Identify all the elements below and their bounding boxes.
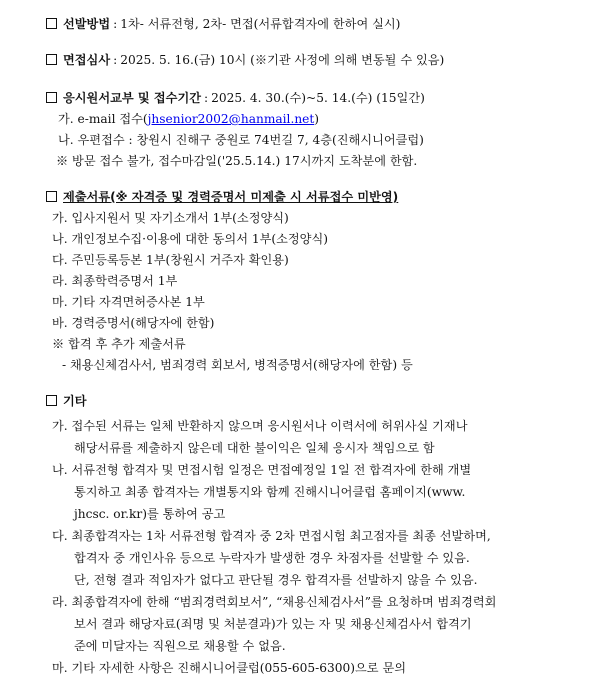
etc-line: 마. 기타 자세한 사항은 진해시니어클럽(055-605-6300)으로 문의 — [52, 661, 406, 675]
documents-item: 마. 기타 자격면허증사본 1부 — [52, 295, 205, 309]
etc-line: 합격자 중 개인사유 등으로 누락자가 발생한 경우 차점자를 선발할 수 있음. — [74, 551, 470, 565]
email-prefix: 가. e-mail 접수( — [58, 112, 148, 126]
etc-line: 단, 전형 결과 적임자가 없다고 판단될 경우 합격자를 선발하지 않을 수 있음. — [74, 573, 478, 587]
etc-line: 나. 서류전형 합격자 및 면접시험 일정은 면접예정일 1일 전 합격자에 한해 개별 — [52, 463, 472, 477]
application-email-line — [58, 111, 319, 127]
application-period: 2025. 4. 30.(수)~5. 14.(수) (15일간) — [211, 91, 425, 105]
interview-title: 면접심사 — [63, 53, 111, 67]
documents-section — [46, 189, 398, 205]
checkbox-square-icon — [46, 54, 57, 65]
etc-line: 다. 최종합격자는 1차 서류전형 합격자 중 2차 면접시험 최고점자를 최종 선발하며, — [52, 529, 491, 543]
checkbox-square-icon — [46, 18, 57, 29]
interview-text: 2025. 5. 16.(금) 10시 (※기관 사정에 의해 변동될 수 있음) — [120, 53, 445, 67]
checkbox-square-icon — [46, 92, 57, 103]
application-title: 응시원서교부 및 접수기간 — [63, 91, 201, 105]
email-link[interactable]: jhsenior2002@hanmail.net — [147, 112, 315, 126]
checkbox-square-icon — [46, 191, 57, 202]
email-suffix: ) — [314, 112, 320, 126]
etc-line: 라. 최종합격자에 한해 “범죄경력회보서”, “채용신체검사서”를 요청하며 범죄경력회 — [52, 595, 497, 609]
etc-section — [46, 393, 87, 409]
etc-line: 준에 미달자는 직원으로 채용할 수 없음. — [74, 639, 286, 653]
etc-line: 보서 결과 해당자료(죄명 및 처분결과)가 있는 자 및 채용신체검사서 합격기 — [74, 617, 472, 631]
documents-sub: - 채용신체검사서, 범죄경력 회보서, 병적증명서(해당자에 한함) 등 — [62, 358, 413, 372]
checkbox-square-icon — [46, 395, 57, 406]
selection-title: 선발방법 — [63, 17, 111, 31]
selection-section: 선발방법 : 1차- 서류전형, 2차- 면접(서류합격자에 한하여 실시) — [46, 16, 400, 32]
documents-item: 다. 주민등록등본 1부(창원시 거주자 확인용) — [52, 253, 289, 267]
documents-item: 나. 개인정보수집·이용에 대한 동의서 1부(소정양식) — [52, 232, 328, 246]
documents-item: 가. 입사지원서 및 자기소개서 1부(소정양식) — [52, 211, 289, 225]
etc-line: 해당서류를 제출하지 않은데 대한 불이익은 일체 응시자 책임으로 함 — [74, 441, 435, 455]
application-section: 응시원서교부 및 접수기간 : 2025. 4. 30.(수)~5. 14.(수) (15일간) — [46, 90, 425, 106]
documents-item: 바. 경력증명서(해당자에 한함) — [52, 316, 215, 330]
etc-line: jhcsc. or.kr)를 통하여 공고 — [74, 507, 226, 521]
etc-line: 통지하고 최종 합격자는 개별통지와 함께 진해시니어클럽 홈페이지(www. — [74, 485, 466, 499]
documents-note: ※ 합격 후 추가 제출서류 — [52, 337, 186, 351]
selection-text: 1차- 서류전형, 2차- 면접(서류합격자에 한하여 실시) — [120, 17, 401, 31]
application-note: ※ 방문 접수 불가, 접수마감일('25.5.14.) 17시까지 도착분에 한함. — [56, 154, 418, 168]
documents-title-note: (※ 자격증 및 경력증명서 미제출 시 서류접수 미반영) — [110, 190, 399, 204]
interview-section: 면접심사 : 2025. 5. 16.(금) 10시 (※기관 사정에 의해 변동될 수 있음) — [46, 52, 444, 68]
etc-line: 가. 접수된 서류는 일체 반환하지 않으며 응시원서나 이력서에 허위사실 기재나 — [52, 419, 468, 433]
application-post-line: 나. 우편접수 : 창원시 진해구 중원로 74번길 7, 4층(진해시니어클럽) — [58, 133, 424, 147]
etc-title: 기타 — [63, 394, 87, 408]
documents-title: 제출서류 — [63, 190, 111, 204]
documents-item: 라. 최종학력증명서 1부 — [52, 274, 178, 288]
